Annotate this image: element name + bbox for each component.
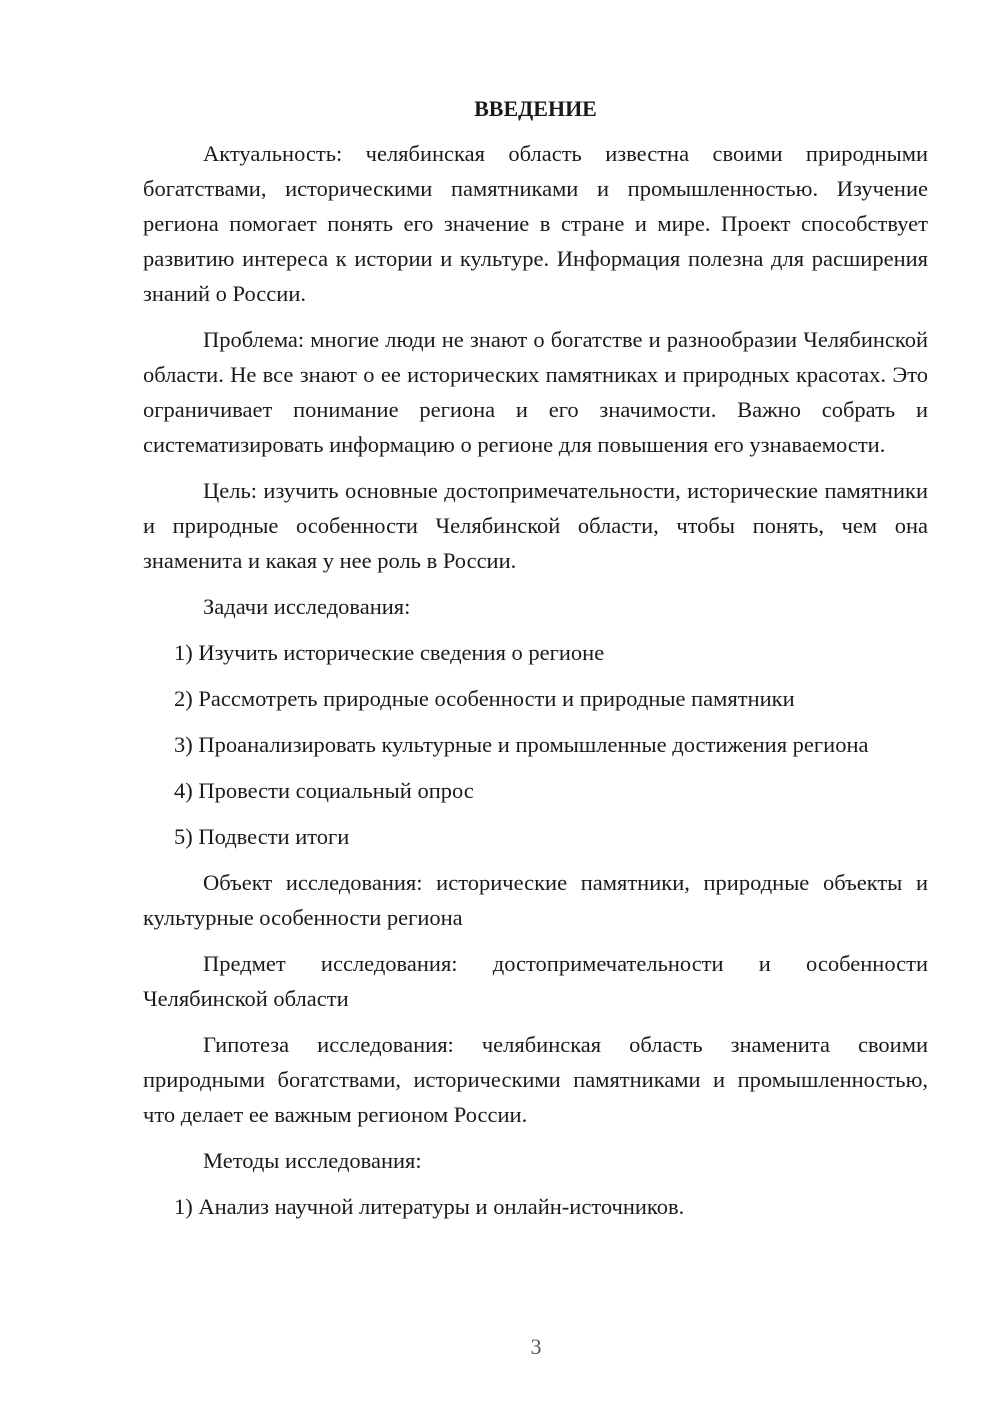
page-title: ВВЕДЕНИЕ: [474, 96, 597, 121]
hypothesis-paragraph: Гипотеза исследования: челябинская область знаменита своими природными богатствами, историческими памятниками и промышленностью, что делает ее важным регионом России.: [143, 1032, 928, 1127]
subject-paragraph: Предмет исследования: достопримечательности и особенности Челябинской области: [143, 951, 928, 1011]
task-item-3: 3) Проанализировать культурные и промышленные достижения региона: [174, 732, 869, 757]
method-item-1: 1) Анализ научной литературы и онлайн-источников.: [174, 1194, 685, 1219]
task-item-1: 1) Изучить исторические сведения о регионе: [174, 640, 605, 665]
document-page: [143, 92, 928, 1235]
object-paragraph: Объект исследования: исторические памятники, природные объекты и культурные особенности региона: [143, 870, 928, 930]
task-item-5: 5) Подвести итоги: [174, 824, 350, 849]
goal-paragraph: Цель: изучить основные достопримечательности, исторические памятники и природные особенности Челябинской области, чтобы понять, чем она знаменита и какая у нее роль в России.: [143, 478, 928, 573]
task-item-2: 2) Рассмотреть природные особенности и природные памятники: [174, 686, 795, 711]
relevance-paragraph: Актуальность: челябинская область известна своими природными богатствами, историческими памятниками и промышленностью. Изучение региона помогает понять его значение в стране и мире. Проект способствует развитию интереса к истории и культуре. Информация полезна для расширения знаний о России.: [143, 141, 928, 306]
page-number: 3: [530, 1334, 542, 1359]
problem-paragraph: Проблема: многие люди не знают о богатстве и разнообразии Челябинской области. Не все знают о ее исторических памятниках и природных красотах. Это ограничивает понимание региона и его значимости. Важно собрать и систематизировать информацию о регионе для повышения его узнаваемости.: [143, 327, 928, 457]
methods-heading: Методы исследования:: [203, 1148, 422, 1173]
tasks-heading: Задачи исследования:: [203, 594, 411, 619]
task-item-4: 4) Провести социальный опрос: [174, 778, 474, 803]
